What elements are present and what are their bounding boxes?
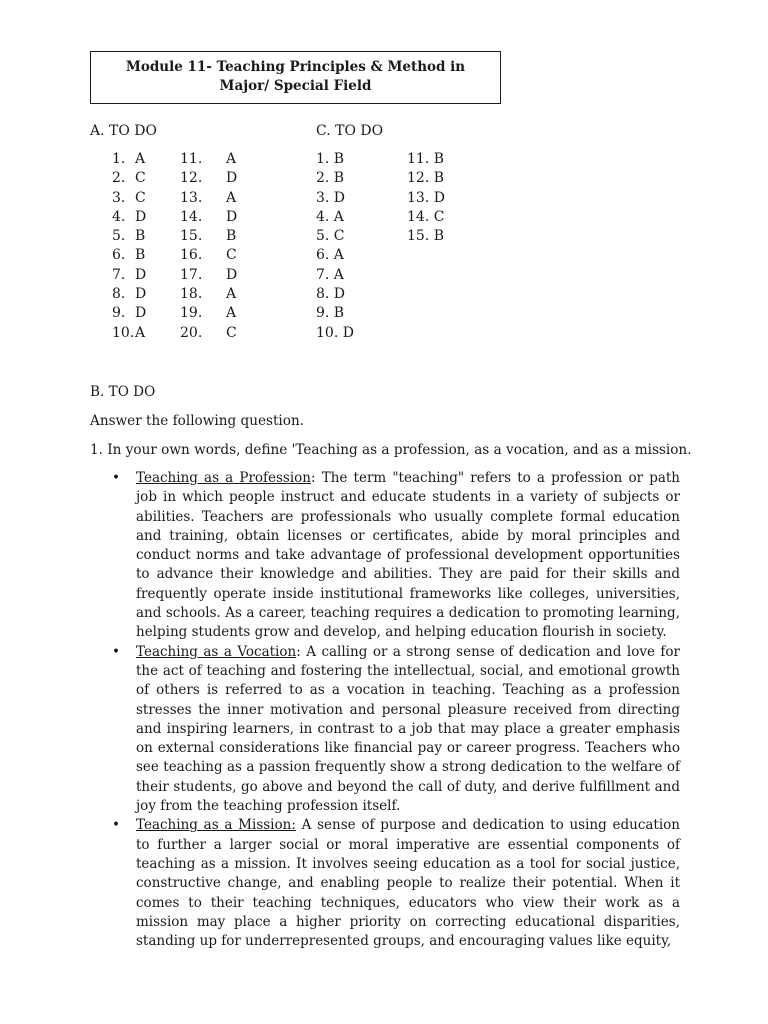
item-number: 1. <box>112 151 126 167</box>
bullet-icon: • <box>112 470 120 486</box>
term-mission: Teaching as a Mission: <box>136 817 296 834</box>
term-profession: Teaching as a Profession <box>136 470 312 486</box>
answer-letter: B <box>135 247 146 264</box>
answer-entry: 11. B <box>407 151 445 167</box>
answer-entry: 4. A <box>316 208 344 225</box>
bullet-icon: • <box>112 643 120 660</box>
answer-row <box>407 227 487 246</box>
answer-entry: 5. C <box>316 228 345 245</box>
answer-entry: 7. A <box>316 266 344 283</box>
list-item-vocation <box>112 643 680 817</box>
item-number: 6. <box>112 247 126 264</box>
answer-letter: D <box>135 208 147 225</box>
item-number: 20. <box>180 324 203 341</box>
answer-row <box>316 285 396 304</box>
section-c-answers-col1 <box>316 150 396 343</box>
answer-entry: 6. A <box>316 247 344 264</box>
item-number: 4. <box>112 208 126 225</box>
answer-row <box>316 208 396 227</box>
answer-entry: 12. B <box>407 170 445 187</box>
answer-row <box>0 189 300 208</box>
answer-row <box>316 266 396 285</box>
answer-row <box>0 169 300 188</box>
bullet-icon: • <box>112 817 120 834</box>
item-number: 19. <box>180 305 203 322</box>
answer-letter: D <box>135 266 147 283</box>
question-text: 1. In your own words, define 'Teaching as a profession, as a vocation, and as a mission. <box>90 442 692 458</box>
answer-letter: D <box>226 208 238 225</box>
answer-letter: D <box>135 286 147 303</box>
definition-vocation: : A calling or a strong sense of dedication and love for the act of teaching and fostering the intellectual, social, and emotional growth of others is referred to as a vocation in teaching. Teaching as a profession stresses the inner motivation and personal pleasure received from directing and inspiring learners, in contrast to a job that may place a greater emphasis on external considerations like financial pay or career progress. Teachers who see teaching as a passion frequently show a strong dedication to the welfare of their students, go above and beyond the call of duty, and derive fulfillment and joy from the teaching profession itself. <box>136 643 680 815</box>
module-title-box <box>90 51 501 104</box>
answer-row <box>316 169 396 188</box>
answer-row <box>316 150 396 169</box>
answer-row <box>316 189 396 208</box>
section-a-label: A. TO DO <box>90 123 157 139</box>
answer-letter: A <box>226 189 237 206</box>
section-c-answers-col2 <box>407 150 487 246</box>
answer-row <box>407 150 487 169</box>
item-number: 17. <box>180 266 203 283</box>
term-vocation: Teaching as a Vocation <box>136 643 297 660</box>
answer-row <box>0 324 300 343</box>
answer-letter: D <box>135 305 147 322</box>
answer-letter: A <box>226 305 237 322</box>
answer-entry: 9. B <box>316 305 345 322</box>
answer-row <box>316 324 396 343</box>
answer-letter: C <box>135 189 146 206</box>
answer-letter: C <box>135 170 146 187</box>
answer-row <box>0 246 300 265</box>
answer-entry: 3. D <box>316 189 346 206</box>
item-number: 2. <box>112 170 126 187</box>
item-number: 18. <box>180 286 203 303</box>
answer-row <box>0 304 300 323</box>
answer-letter: A <box>135 151 146 167</box>
list-item-profession <box>112 469 680 643</box>
item-number: 5. <box>112 228 126 245</box>
answer-letter: A <box>226 286 237 303</box>
answer-row <box>0 150 300 169</box>
item-number: 12. <box>180 170 203 187</box>
item-number: 16. <box>180 247 203 264</box>
item-number: 9. <box>112 305 126 322</box>
answer-row <box>316 227 396 246</box>
item-number: 13. <box>180 189 203 206</box>
list-item-mission <box>112 816 680 951</box>
answer-row <box>0 266 300 285</box>
answer-letter: C <box>226 247 237 264</box>
answer-letter: B <box>135 228 146 245</box>
answer-letter: A <box>135 324 146 341</box>
instruction-text: Answer the following question. <box>90 413 305 429</box>
item-number: 14. <box>180 208 203 225</box>
answer-letter: D <box>226 266 238 283</box>
answer-row <box>407 169 487 188</box>
answer-letter: A <box>226 151 237 167</box>
definition-list <box>112 469 680 951</box>
answer-entry: 8. D <box>316 286 346 303</box>
item-number: 8. <box>112 286 126 303</box>
answer-row <box>316 246 396 265</box>
answer-row <box>0 227 300 246</box>
item-number: 15. <box>180 228 203 245</box>
section-c-label: C. TO DO <box>316 123 384 139</box>
definition-mission: A sense of purpose and dedication to using education to further a larger social or moral imperative are essential components of teaching as a mission. It involves seeing education as a tool for social justice, constructive change, and enabling people to realize their potential. When it comes to their teaching techniques, educators who view their work as a mission may place a higher priority on correcting educational disparities, standing up for underrepresented groups, and encouraging values like equity, <box>136 817 680 950</box>
section-b-label: B. TO DO <box>90 384 156 400</box>
answer-letter: B <box>226 228 237 245</box>
answer-entry: 10. D <box>316 324 354 341</box>
answer-letter: C <box>226 324 237 341</box>
answer-entry: 13. D <box>407 189 445 206</box>
answer-entry: 2. B <box>316 170 345 187</box>
section-a-answers <box>0 150 300 343</box>
answer-entry: 1. B <box>316 151 345 167</box>
module-title: Module 11- Teaching Principles & Method in Major/ Special Field <box>125 59 466 94</box>
answer-row <box>316 304 396 323</box>
answer-row <box>0 285 300 304</box>
answer-row <box>407 189 487 208</box>
item-number: 11. <box>180 151 203 167</box>
item-number: 10. <box>112 324 135 341</box>
item-number: 7. <box>112 266 126 283</box>
answer-row <box>0 208 300 227</box>
answer-row <box>407 208 487 227</box>
definition-profession: : The term "teaching" refers to a profession or path job in which people instruct and educate students in a variety of subjects or abilities. Teachers are professionals who usually complete formal education and training, obtain licenses or certificates, abide by moral principles and conduct norms and take advantage of professional development opportunities to advance their knowledge and abilities. They are paid for their skills and frequently operate inside institutional frameworks like colleges, universities, and schools. As a career, teaching requires a dedication to promoting learning, helping students grow and develop, and helping education flourish in society. <box>136 470 681 641</box>
item-number: 3. <box>112 189 126 206</box>
answer-entry: 15. B <box>407 228 445 245</box>
answer-letter: D <box>226 170 238 187</box>
answer-entry: 14. C <box>407 208 445 225</box>
